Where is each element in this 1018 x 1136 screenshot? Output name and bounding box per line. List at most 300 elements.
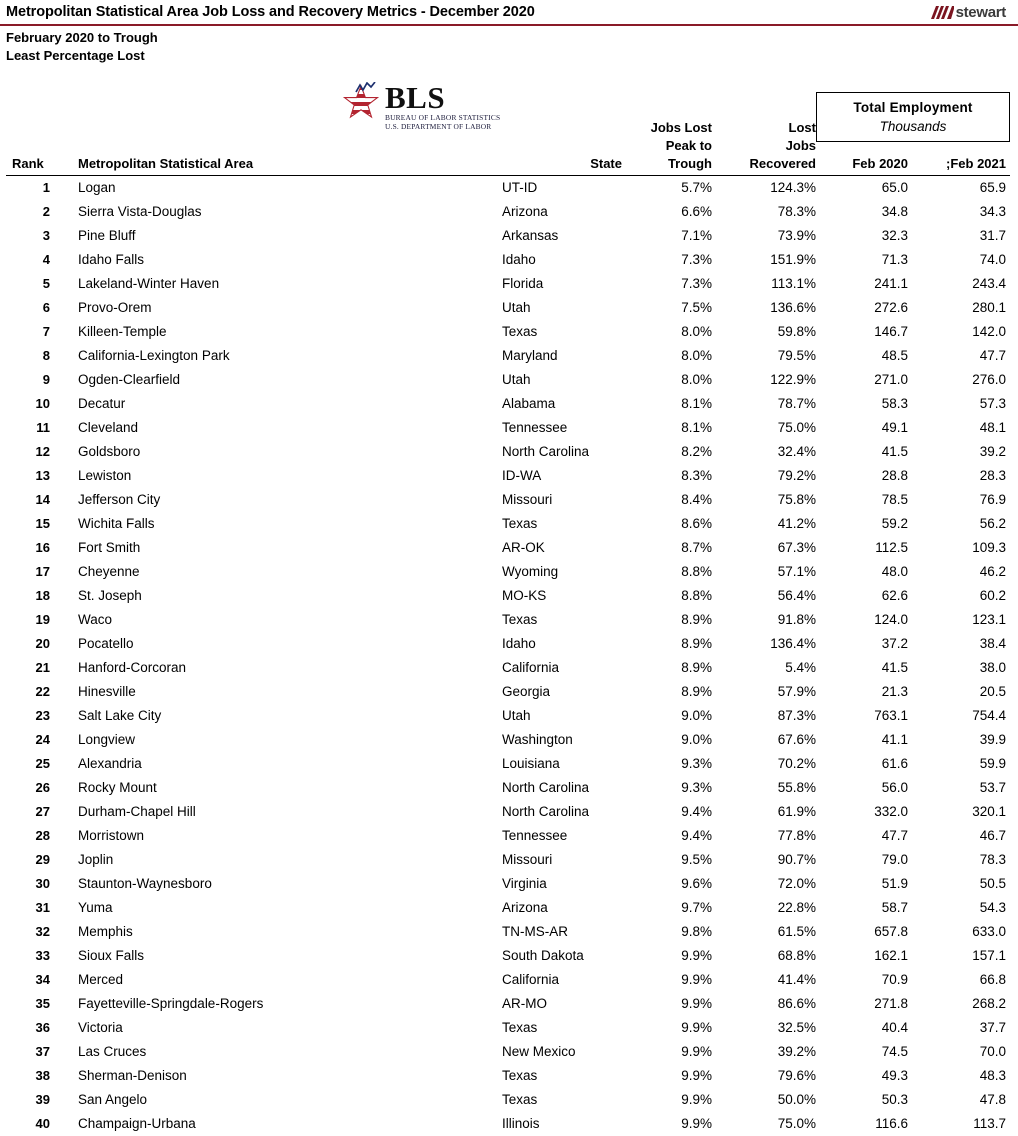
subtitle-sort: Least Percentage Lost	[6, 47, 1018, 65]
cell-state: Louisiana	[488, 752, 628, 776]
cell-msa: Lakeland-Winter Haven	[58, 272, 488, 296]
cell-state: Florida	[488, 272, 628, 296]
cell-feb2021: 78.3	[922, 848, 1010, 872]
cell-feb2020: 28.8	[824, 464, 922, 488]
cell-feb2021: 243.4	[922, 272, 1010, 296]
table-row[interactable]	[6, 1088, 1010, 1112]
cell-recovered: 57.1%	[720, 560, 824, 584]
cell-state: Tennessee	[488, 416, 628, 440]
table-row[interactable]	[6, 296, 1010, 320]
cell-lost: 9.8%	[628, 920, 720, 944]
cell-feb2021: 56.2	[922, 512, 1010, 536]
cell-feb2021: 50.5	[922, 872, 1010, 896]
cell-recovered: 79.2%	[720, 464, 824, 488]
page-title: Metropolitan Statistical Area Job Loss and Recovery Metrics - December 2020	[6, 4, 535, 20]
table-row[interactable]	[6, 800, 1010, 824]
cell-feb2021: 66.8	[922, 968, 1010, 992]
cell-feb2021: 280.1	[922, 296, 1010, 320]
table-row[interactable]	[6, 824, 1010, 848]
cell-lost: 9.7%	[628, 896, 720, 920]
cell-lost: 8.8%	[628, 560, 720, 584]
cell-feb2021: 37.7	[922, 1016, 1010, 1040]
cell-feb2021: 60.2	[922, 584, 1010, 608]
cell-state: Washington	[488, 728, 628, 752]
cell-rank: 5	[6, 272, 58, 296]
header-spacer-state-1	[488, 120, 628, 138]
header-row-2	[6, 138, 1010, 156]
cell-state: California	[488, 656, 628, 680]
cell-feb2020: 65.0	[824, 176, 922, 201]
header-msa: Metropolitan Statistical Area	[58, 156, 488, 176]
header-jobs-lost-line1: Jobs Lost	[628, 120, 720, 138]
cell-feb2020: 116.6	[824, 1112, 922, 1136]
header-feb-2021: ;Feb 2021	[922, 156, 1010, 176]
table-row[interactable]	[6, 776, 1010, 800]
cell-rank: 36	[6, 1016, 58, 1040]
cell-recovered: 78.3%	[720, 200, 824, 224]
cell-msa: Fort Smith	[58, 536, 488, 560]
table-row[interactable]	[6, 680, 1010, 704]
cell-state: UT-ID	[488, 176, 628, 201]
cell-msa: Memphis	[58, 920, 488, 944]
cell-lost: 8.3%	[628, 464, 720, 488]
cell-state: North Carolina	[488, 440, 628, 464]
cell-feb2020: 78.5	[824, 488, 922, 512]
cell-lost: 9.0%	[628, 728, 720, 752]
cell-state: Idaho	[488, 248, 628, 272]
cell-lost: 7.3%	[628, 272, 720, 296]
table-row[interactable]	[6, 344, 1010, 368]
cell-feb2020: 271.0	[824, 368, 922, 392]
cell-state: Utah	[488, 296, 628, 320]
cell-rank: 6	[6, 296, 58, 320]
cell-state: Arkansas	[488, 224, 628, 248]
cell-state: Maryland	[488, 344, 628, 368]
cell-feb2020: 79.0	[824, 848, 922, 872]
cell-feb2020: 62.6	[824, 584, 922, 608]
cell-recovered: 124.3%	[720, 176, 824, 201]
cell-msa: San Angelo	[58, 1088, 488, 1112]
table-row[interactable]	[6, 1040, 1010, 1064]
table-row[interactable]	[6, 920, 1010, 944]
table-row[interactable]	[6, 440, 1010, 464]
cell-feb2020: 21.3	[824, 680, 922, 704]
cell-lost: 8.7%	[628, 536, 720, 560]
cell-state: Texas	[488, 512, 628, 536]
cell-msa: Alexandria	[58, 752, 488, 776]
cell-msa: Logan	[58, 176, 488, 201]
cell-state: Texas	[488, 1088, 628, 1112]
subtitle-period: February 2020 to Trough	[6, 29, 1018, 47]
cell-msa: Morristown	[58, 824, 488, 848]
cell-state: Missouri	[488, 488, 628, 512]
cell-state: Texas	[488, 1016, 628, 1040]
cell-feb2020: 48.0	[824, 560, 922, 584]
cell-lost: 8.6%	[628, 512, 720, 536]
cell-msa: Staunton-Waynesboro	[58, 872, 488, 896]
cell-recovered: 50.0%	[720, 1088, 824, 1112]
cell-state: New Mexico	[488, 1040, 628, 1064]
header-area	[0, 26, 1018, 120]
header-feb-2020: Feb 2020	[824, 156, 922, 176]
table-row[interactable]	[6, 632, 1010, 656]
brand-slash-icon	[929, 5, 955, 20]
cell-feb2020: 70.9	[824, 968, 922, 992]
cell-rank: 27	[6, 800, 58, 824]
table-row[interactable]	[6, 488, 1010, 512]
cell-recovered: 59.8%	[720, 320, 824, 344]
cell-feb2020: 61.6	[824, 752, 922, 776]
cell-lost: 8.9%	[628, 680, 720, 704]
cell-feb2021: 754.4	[922, 704, 1010, 728]
cell-lost: 9.3%	[628, 752, 720, 776]
brand-wordmark: stewart	[956, 4, 1006, 21]
cell-msa: Sherman-Denison	[58, 1064, 488, 1088]
cell-lost: 9.9%	[628, 1112, 720, 1136]
table-row[interactable]	[6, 392, 1010, 416]
table-row[interactable]	[6, 272, 1010, 296]
cell-rank: 20	[6, 632, 58, 656]
cell-recovered: 87.3%	[720, 704, 824, 728]
cell-feb2020: 41.5	[824, 656, 922, 680]
cell-lost: 8.0%	[628, 368, 720, 392]
cell-feb2021: 59.9	[922, 752, 1010, 776]
cell-lost: 8.9%	[628, 656, 720, 680]
cell-msa: Cheyenne	[58, 560, 488, 584]
cell-feb2021: 113.7	[922, 1112, 1010, 1136]
cell-feb2020: 146.7	[824, 320, 922, 344]
cell-recovered: 32.4%	[720, 440, 824, 464]
header-spacer-rank-1	[6, 120, 58, 138]
cell-lost: 8.1%	[628, 416, 720, 440]
cell-feb2021: 65.9	[922, 176, 1010, 201]
cell-msa: Lewiston	[58, 464, 488, 488]
cell-state: MO-KS	[488, 584, 628, 608]
cell-feb2020: 49.3	[824, 1064, 922, 1088]
cell-rank: 34	[6, 968, 58, 992]
table-row[interactable]	[6, 368, 1010, 392]
cell-lost: 9.9%	[628, 968, 720, 992]
cell-feb2021: 38.0	[922, 656, 1010, 680]
header-spacer-feb21-1	[922, 120, 1010, 138]
header-recovered-line1: Lost	[720, 120, 824, 138]
cell-recovered: 73.9%	[720, 224, 824, 248]
cell-rank: 26	[6, 776, 58, 800]
cell-feb2020: 71.3	[824, 248, 922, 272]
cell-recovered: 56.4%	[720, 584, 824, 608]
cell-state: Texas	[488, 320, 628, 344]
cell-feb2021: 76.9	[922, 488, 1010, 512]
cell-msa: Pocatello	[58, 632, 488, 656]
cell-state: California	[488, 968, 628, 992]
cell-feb2021: 46.2	[922, 560, 1010, 584]
subtitle-block	[0, 26, 1018, 65]
cell-feb2021: 39.9	[922, 728, 1010, 752]
cell-recovered: 79.5%	[720, 344, 824, 368]
cell-rank: 1	[6, 176, 58, 201]
cell-msa: St. Joseph	[58, 584, 488, 608]
table-row[interactable]	[6, 848, 1010, 872]
cell-rank: 10	[6, 392, 58, 416]
cell-feb2021: 47.7	[922, 344, 1010, 368]
cell-recovered: 61.9%	[720, 800, 824, 824]
cell-feb2020: 162.1	[824, 944, 922, 968]
cell-feb2020: 49.1	[824, 416, 922, 440]
cell-feb2020: 332.0	[824, 800, 922, 824]
cell-state: Texas	[488, 608, 628, 632]
header-state: State	[488, 156, 628, 176]
table-row[interactable]	[6, 200, 1010, 224]
total-employment-units: Thousands	[880, 117, 947, 137]
cell-state: Illinois	[488, 1112, 628, 1136]
cell-feb2020: 47.7	[824, 824, 922, 848]
table-row[interactable]	[6, 968, 1010, 992]
table-row[interactable]	[6, 608, 1010, 632]
cell-state: Texas	[488, 1064, 628, 1088]
cell-msa: Hanford-Corcoran	[58, 656, 488, 680]
header-spacer-msa-1	[58, 120, 488, 138]
cell-lost: 9.9%	[628, 1088, 720, 1112]
cell-recovered: 75.0%	[720, 416, 824, 440]
cell-msa: Goldsboro	[58, 440, 488, 464]
cell-lost: 6.6%	[628, 200, 720, 224]
cell-feb2021: 74.0	[922, 248, 1010, 272]
cell-feb2021: 53.7	[922, 776, 1010, 800]
cell-lost: 9.0%	[628, 704, 720, 728]
cell-msa: Durham-Chapel Hill	[58, 800, 488, 824]
cell-recovered: 75.8%	[720, 488, 824, 512]
cell-feb2020: 56.0	[824, 776, 922, 800]
cell-rank: 2	[6, 200, 58, 224]
table-row[interactable]	[6, 1064, 1010, 1088]
cell-msa: Cleveland	[58, 416, 488, 440]
table-row[interactable]	[6, 896, 1010, 920]
header-recovered-line2: Jobs	[720, 138, 824, 156]
cell-feb2021: 28.3	[922, 464, 1010, 488]
cell-feb2021: 123.1	[922, 608, 1010, 632]
table-row[interactable]	[6, 224, 1010, 248]
cell-feb2021: 109.3	[922, 536, 1010, 560]
cell-recovered: 86.6%	[720, 992, 824, 1016]
cell-feb2020: 271.8	[824, 992, 922, 1016]
cell-feb2020: 124.0	[824, 608, 922, 632]
cell-feb2021: 157.1	[922, 944, 1010, 968]
cell-lost: 8.9%	[628, 632, 720, 656]
header-jobs-lost-line2: Peak to	[628, 138, 720, 156]
total-employment-title: Total Employment	[853, 98, 972, 117]
cell-feb2021: 48.3	[922, 1064, 1010, 1088]
cell-feb2020: 657.8	[824, 920, 922, 944]
cell-feb2020: 58.3	[824, 392, 922, 416]
cell-feb2020: 59.2	[824, 512, 922, 536]
cell-rank: 32	[6, 920, 58, 944]
bls-department-line: U.S. DEPARTMENT OF LABOR	[385, 122, 500, 131]
cell-lost: 9.4%	[628, 800, 720, 824]
cell-lost: 9.9%	[628, 1064, 720, 1088]
cell-rank: 25	[6, 752, 58, 776]
cell-rank: 4	[6, 248, 58, 272]
cell-rank: 33	[6, 944, 58, 968]
cell-msa: Jefferson City	[58, 488, 488, 512]
cell-feb2020: 41.5	[824, 440, 922, 464]
bls-star-flag-icon	[342, 82, 380, 120]
table-head	[6, 120, 1010, 176]
cell-state: AR-OK	[488, 536, 628, 560]
table-row[interactable]	[6, 1016, 1010, 1040]
table-row[interactable]	[6, 704, 1010, 728]
cell-feb2020: 272.6	[824, 296, 922, 320]
cell-lost: 8.4%	[628, 488, 720, 512]
cell-state: AR-MO	[488, 992, 628, 1016]
cell-lost: 9.9%	[628, 1040, 720, 1064]
cell-rank: 8	[6, 344, 58, 368]
cell-state: Arizona	[488, 896, 628, 920]
table-row[interactable]	[6, 872, 1010, 896]
cell-recovered: 122.9%	[720, 368, 824, 392]
cell-state: Idaho	[488, 632, 628, 656]
table-row[interactable]	[6, 1112, 1010, 1136]
cell-recovered: 91.8%	[720, 608, 824, 632]
cell-msa: Provo-Orem	[58, 296, 488, 320]
cell-state: North Carolina	[488, 800, 628, 824]
cell-recovered: 41.4%	[720, 968, 824, 992]
table-row[interactable]	[6, 728, 1010, 752]
cell-feb2020: 74.5	[824, 1040, 922, 1064]
cell-feb2021: 268.2	[922, 992, 1010, 1016]
table-row[interactable]	[6, 176, 1010, 201]
cell-feb2021: 70.0	[922, 1040, 1010, 1064]
cell-feb2021: 38.4	[922, 632, 1010, 656]
table-container	[0, 120, 1018, 1136]
cell-feb2020: 58.7	[824, 896, 922, 920]
cell-feb2021: 31.7	[922, 224, 1010, 248]
cell-recovered: 151.9%	[720, 248, 824, 272]
cell-lost: 8.2%	[628, 440, 720, 464]
header-row-1	[6, 120, 1010, 138]
stewart-logo	[929, 4, 1010, 21]
cell-recovered: 79.6%	[720, 1064, 824, 1088]
table-row[interactable]	[6, 944, 1010, 968]
cell-feb2020: 763.1	[824, 704, 922, 728]
table-row[interactable]	[6, 752, 1010, 776]
cell-recovered: 136.4%	[720, 632, 824, 656]
header-row-3	[6, 156, 1010, 176]
cell-recovered: 57.9%	[720, 680, 824, 704]
table-body	[6, 176, 1010, 1136]
table-row[interactable]	[6, 320, 1010, 344]
cell-feb2021: 57.3	[922, 392, 1010, 416]
cell-lost: 8.8%	[628, 584, 720, 608]
cell-state: Tennessee	[488, 824, 628, 848]
cell-msa: Idaho Falls	[58, 248, 488, 272]
cell-msa: California-Lexington Park	[58, 344, 488, 368]
cell-feb2020: 37.2	[824, 632, 922, 656]
table-row[interactable]	[6, 560, 1010, 584]
table-row[interactable]	[6, 248, 1010, 272]
table-row[interactable]	[6, 656, 1010, 680]
cell-msa: Sierra Vista-Douglas	[58, 200, 488, 224]
bls-agency-line: BUREAU OF LABOR STATISTICS	[385, 113, 500, 122]
cell-feb2020: 241.1	[824, 272, 922, 296]
cell-state: Alabama	[488, 392, 628, 416]
cell-recovered: 32.5%	[720, 1016, 824, 1040]
table-row[interactable]	[6, 512, 1010, 536]
table-row[interactable]	[6, 992, 1010, 1016]
cell-feb2021: 39.2	[922, 440, 1010, 464]
cell-rank: 39	[6, 1088, 58, 1112]
cell-lost: 8.1%	[628, 392, 720, 416]
table-row[interactable]	[6, 464, 1010, 488]
cell-msa: Decatur	[58, 392, 488, 416]
cell-recovered: 75.0%	[720, 1112, 824, 1136]
cell-feb2021: 276.0	[922, 368, 1010, 392]
cell-feb2020: 34.8	[824, 200, 922, 224]
cell-rank: 14	[6, 488, 58, 512]
table-row[interactable]	[6, 416, 1010, 440]
cell-lost: 7.1%	[628, 224, 720, 248]
cell-rank: 29	[6, 848, 58, 872]
cell-feb2020: 50.3	[824, 1088, 922, 1112]
cell-recovered: 113.1%	[720, 272, 824, 296]
header-jobs-lost-line3: Trough	[628, 156, 720, 176]
masthead	[0, 0, 1018, 26]
cell-rank: 38	[6, 1064, 58, 1088]
cell-recovered: 41.2%	[720, 512, 824, 536]
cell-feb2021: 48.1	[922, 416, 1010, 440]
cell-state: Utah	[488, 368, 628, 392]
metro-metrics-table	[6, 120, 1010, 1136]
cell-rank: 30	[6, 872, 58, 896]
cell-msa: Killeen-Temple	[58, 320, 488, 344]
cell-msa: Rocky Mount	[58, 776, 488, 800]
cell-rank: 16	[6, 536, 58, 560]
cell-msa: Wichita Falls	[58, 512, 488, 536]
cell-feb2021: 142.0	[922, 320, 1010, 344]
cell-msa: Merced	[58, 968, 488, 992]
header-spacer-rank-2	[6, 138, 58, 156]
cell-lost: 9.9%	[628, 1016, 720, 1040]
cell-rank: 31	[6, 896, 58, 920]
cell-msa: Longview	[58, 728, 488, 752]
header-recovered-line3: Recovered	[720, 156, 824, 176]
table-row[interactable]	[6, 584, 1010, 608]
cell-feb2020: 40.4	[824, 1016, 922, 1040]
cell-rank: 7	[6, 320, 58, 344]
cell-feb2020: 112.5	[824, 536, 922, 560]
cell-feb2021: 20.5	[922, 680, 1010, 704]
cell-feb2020: 32.3	[824, 224, 922, 248]
cell-rank: 24	[6, 728, 58, 752]
cell-lost: 5.7%	[628, 176, 720, 201]
table-row[interactable]	[6, 536, 1010, 560]
cell-msa: Joplin	[58, 848, 488, 872]
cell-rank: 23	[6, 704, 58, 728]
cell-recovered: 68.8%	[720, 944, 824, 968]
cell-recovered: 67.3%	[720, 536, 824, 560]
header-spacer-feb20-1	[824, 120, 922, 138]
cell-state: Missouri	[488, 848, 628, 872]
cell-recovered: 90.7%	[720, 848, 824, 872]
cell-lost: 7.5%	[628, 296, 720, 320]
cell-state: Georgia	[488, 680, 628, 704]
cell-recovered: 61.5%	[720, 920, 824, 944]
header-spacer-feb21-2	[922, 138, 1010, 156]
header-spacer-msa-2	[58, 138, 488, 156]
cell-rank: 13	[6, 464, 58, 488]
cell-feb2021: 47.8	[922, 1088, 1010, 1112]
cell-rank: 11	[6, 416, 58, 440]
cell-feb2021: 320.1	[922, 800, 1010, 824]
